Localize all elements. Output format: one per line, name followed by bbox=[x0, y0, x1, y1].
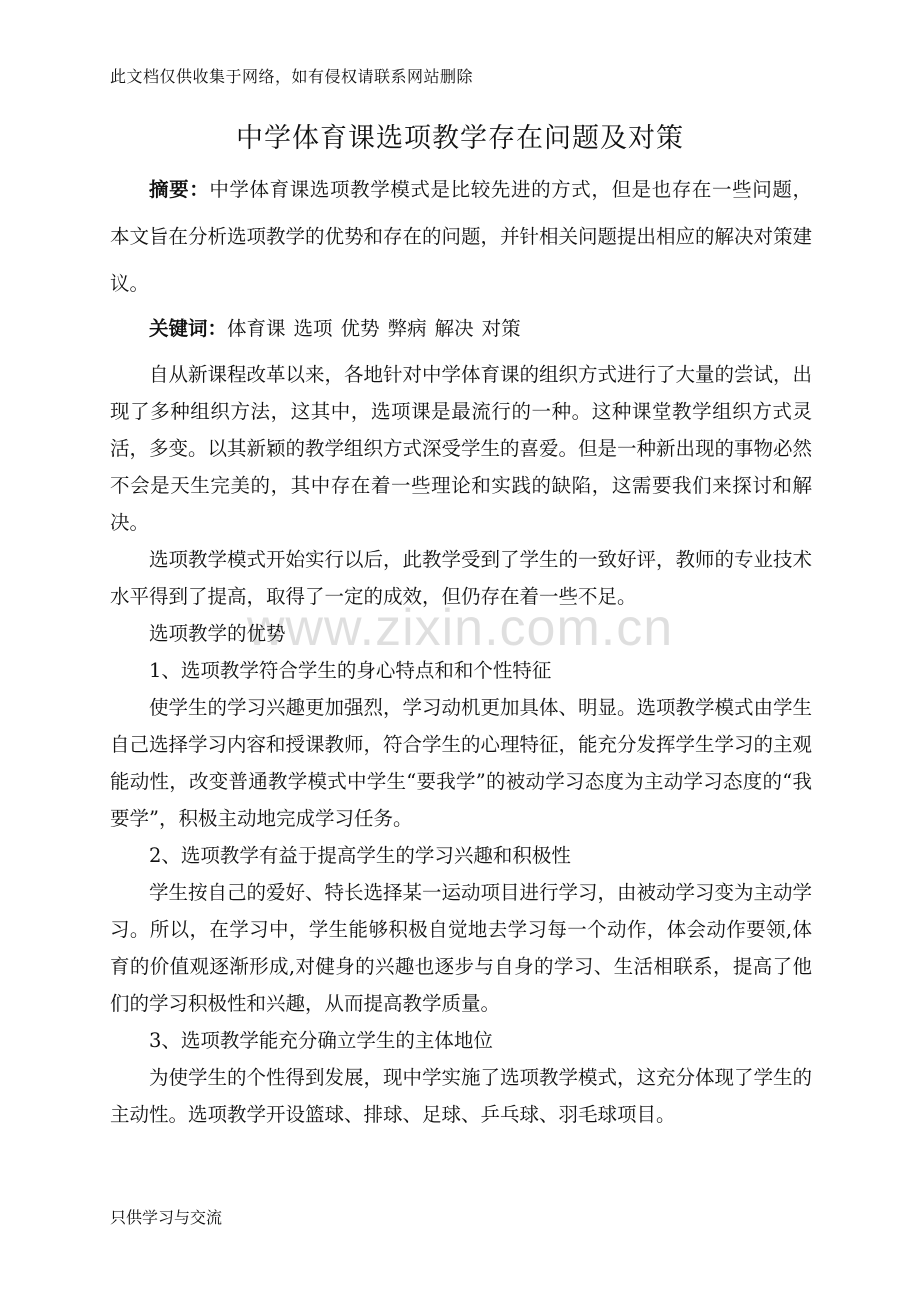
paragraph: 使学生的学习兴趣更加强烈，学习动机更加具体、明显。选项教学模式由学生自己选择学习内容和授课教师，符合学生的心理特征，能充分发挥学生学习的主观能动性，改变普通教学模式中学生“要我学”的被动学习态度为主动学习态度的“我要学”，积极主动地完成学习任务。 bbox=[110, 696, 813, 830]
keywords bbox=[110, 309, 812, 349]
body-content bbox=[110, 356, 812, 1133]
keyword: 优势 bbox=[340, 317, 380, 340]
keyword: 对策 bbox=[481, 317, 521, 340]
keyword: 解决 bbox=[434, 317, 474, 340]
abstract bbox=[110, 166, 812, 307]
abstract-label: 摘要： bbox=[149, 178, 210, 201]
subheading: 1、选项教学符合学生的身心特点和和个性特征 bbox=[149, 659, 552, 682]
watermark: www.zixin.com.cn bbox=[246, 599, 674, 657]
keyword: 弊病 bbox=[387, 317, 427, 340]
paragraph: 为使学生的个性得到发展，现中学实施了选项教学模式，这充分体现了学生的主动性。选项教学开设篮球、排球、足球、乒乓球、羽毛球项目。 bbox=[110, 1066, 813, 1126]
abstract-text: 中学体育课选项教学模式是比较先进的方式，但是也存在一些问题，本文旨在分析选项教学的优势和存在的问题，并针相关问题提出相应的解决对策建议。 bbox=[110, 178, 813, 295]
document-title: 中学体育课选项教学存在问题及对策 bbox=[236, 123, 684, 154]
subheading: 3、选项教学能充分确立学生的主体地位 bbox=[149, 1029, 493, 1052]
paragraph: 自从新课程改革以来，各地针对中学体育课的组织方式进行了大量的尝试，出现了多种组织方法，这其中，选项课是最流行的一种。这种课堂教学组织方式灵活，多变。以其新颖的教学组织方式深受学生的喜爱。但是一种新出现的事物必然不会是天生完美的，其中存在着一些理论和实践的缺陷，这需要我们来探讨和解决。 bbox=[110, 363, 813, 534]
header-note: 此文档仅供收集于网络，如有侵权请联系网站删除 bbox=[110, 67, 474, 86]
footer-note: 只供学习与交流 bbox=[110, 1208, 223, 1227]
paragraph: 选项教学模式开始实行以后，此教学受到了学生的一致好评，教师的专业技术水平得到了提高，取得了一定的成效，但仍存在着一些不足。 bbox=[110, 548, 813, 608]
keyword: 选项 bbox=[293, 317, 333, 340]
subheading: 2、选项教学有益于提高学生的学习兴趣和积极性 bbox=[149, 844, 571, 867]
keywords-label: 关键词： bbox=[149, 317, 228, 340]
section-heading: 选项教学的优势 bbox=[149, 622, 286, 645]
paragraph: 学生按自己的爱好、特长选择某一运动项目进行学习，由被动学习变为主动学习。所以，在学习中，学生能够积极自觉地去学习每一个动作，体会动作要领,体育的价值观逐渐形成,对健身的兴趣也逐步与自身的学习、生活相联系，提高了他们的学习积极性和兴趣，从而提高教学质量。 bbox=[110, 881, 813, 1015]
keyword: 体育课 bbox=[227, 317, 286, 340]
